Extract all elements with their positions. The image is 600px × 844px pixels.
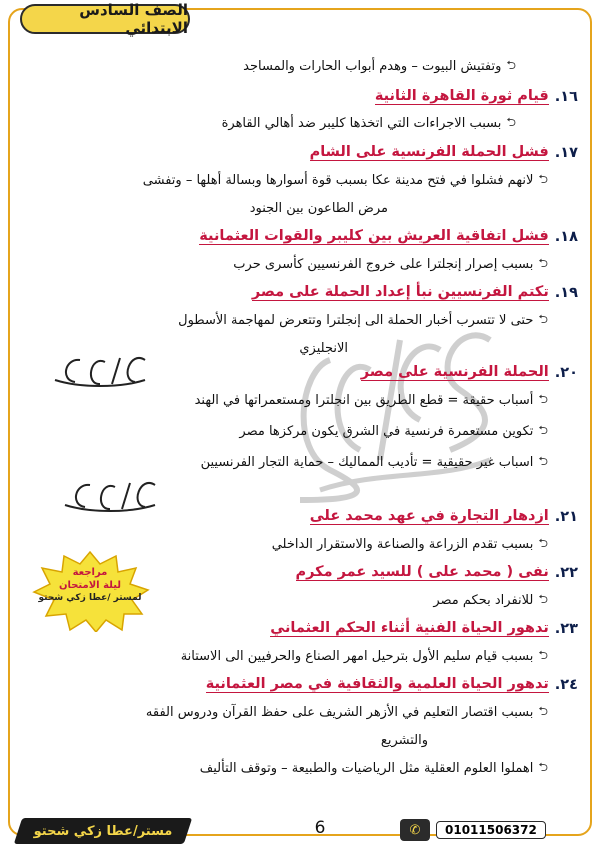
arrow-icon: ⮌	[538, 172, 548, 186]
list-item	[22, 228, 578, 275]
item-line: ⮌ بسبب إصرار إنجلترا على خروج الفرنسيين كأسرى حرب	[22, 254, 578, 275]
footer-teacher: مستر/عطا زكي شحتو	[33, 823, 173, 839]
footer-phone	[400, 818, 580, 842]
item-heading: ١٧. فشل الحملة الفرنسية على الشام	[309, 144, 578, 161]
item-line: ⮌ للانفراد بحكم مصر	[22, 590, 578, 611]
list-item	[22, 620, 578, 667]
item-heading: ٢٤. تدهور الحياة العلمية والثقافية في مصر العثمانية	[205, 676, 578, 693]
item-line: ⮌ أسباب حقيقة = قطع الطريق بين انجلترا ومستعمراتها في الهند	[22, 390, 578, 411]
grade-label: الصف السادس الابتدائي	[79, 1, 188, 37]
arrow-icon: ⮌	[538, 454, 548, 468]
arrow-icon: ⮌	[538, 648, 548, 662]
item-heading: ٢١. ازدهار التجارة في عهد محمد على	[309, 508, 578, 525]
phone-number: 01011506372	[436, 821, 546, 839]
item-line: والتشريع	[380, 733, 428, 748]
item-line: مرض الطاعون بين الجنود	[249, 201, 388, 216]
arrow-icon: ⮌	[538, 256, 548, 270]
item-line: ⮌ بسبب الاجراءات التي اتخذها كليبر ضد أهالي القاهرة	[22, 113, 578, 134]
item-line: ⮌ وتفتيش البيوت – وهدم أبواب الحارات والمساجد	[22, 56, 578, 77]
item-heading: ١٦. قيام ثورة القاهرة الثانية	[374, 88, 578, 105]
promo-line-3: لمستر /عطا زكي شحتو	[38, 593, 142, 603]
arrow-icon: ⮌	[538, 392, 548, 406]
item-heading: ٢٠. الحملة الفرنسية على مصر	[360, 364, 578, 381]
arrow-icon: ⮌	[538, 423, 548, 437]
list-item	[22, 564, 578, 611]
list-item	[22, 284, 578, 356]
list-item	[22, 676, 578, 779]
arrow-icon: ⮌	[538, 536, 548, 550]
arrow-icon: ⮌	[538, 704, 548, 718]
item-line: ⮌ بسبب تقدم الزراعة والصناعة والاستقرار الداخلي	[22, 534, 578, 555]
item-line: الانجليزي	[299, 341, 348, 356]
item-line: ⮌ بسبب اقتصار التعليم في الأزهر الشريف على حفظ القرآن ودروس الفقه	[22, 702, 578, 723]
promo-line-2: ليلة الامتحان	[58, 580, 122, 591]
arrow-icon: ⮌	[538, 592, 548, 606]
item-line: ⮌ لانهم فشلوا في فتح مدينة عكا بسبب قوة أسوارها وبسالة أهلها – وتفشى	[22, 170, 578, 191]
grade-badge	[20, 1, 190, 37]
item-line: ⮌ اسباب غير حقيقية = تأديب المماليك – حماية التجار الفرنسيين	[22, 452, 578, 473]
list-item	[22, 144, 578, 216]
arrow-icon: ⮌	[538, 312, 548, 326]
phone-icon: ✆	[400, 819, 430, 841]
arrow-icon: ⮌	[538, 760, 548, 774]
item-line: ⮌ حتى لا تتسرب أخبار الحملة الى إنجلترا وتتعرض لمهاجمة الأسطول	[22, 310, 578, 331]
list-item	[22, 508, 578, 555]
item-line: ⮌ تكوين مستعمرة فرنسية في الشرق يكون مركزها مصر	[22, 421, 578, 442]
item-heading: ١٩. تكتم الفرنسيين نبأ إعداد الحملة على مصر	[251, 284, 578, 301]
item-line: ⮌ بسبب قيام سليم الأول بترحيل امهر الصناع والحرفيين الى الاستانة	[22, 646, 578, 667]
promo-line-1: مراجعة	[72, 567, 108, 578]
item-heading: ١٨. فشل اتفاقية العريش بين كليبر والقوات العثمانية	[199, 228, 578, 245]
arrow-icon: ⮌	[506, 58, 516, 72]
item-heading: ٢٣. تدهور الحياة الفنية أثناء الحكم العثماني	[270, 620, 578, 637]
item-heading: ٢٢. نفى ( محمد على ) للسيد عمر مكرم	[295, 564, 578, 581]
list-item	[22, 88, 578, 134]
list-item	[22, 56, 578, 77]
arrow-icon: ⮌	[506, 115, 516, 129]
page-number: 6	[314, 818, 326, 838]
list-item	[22, 364, 578, 473]
item-line: ⮌ اهملوا العلوم العقلية مثل الرياضيات والطبيعة – وتوقف التأليف	[22, 758, 578, 779]
